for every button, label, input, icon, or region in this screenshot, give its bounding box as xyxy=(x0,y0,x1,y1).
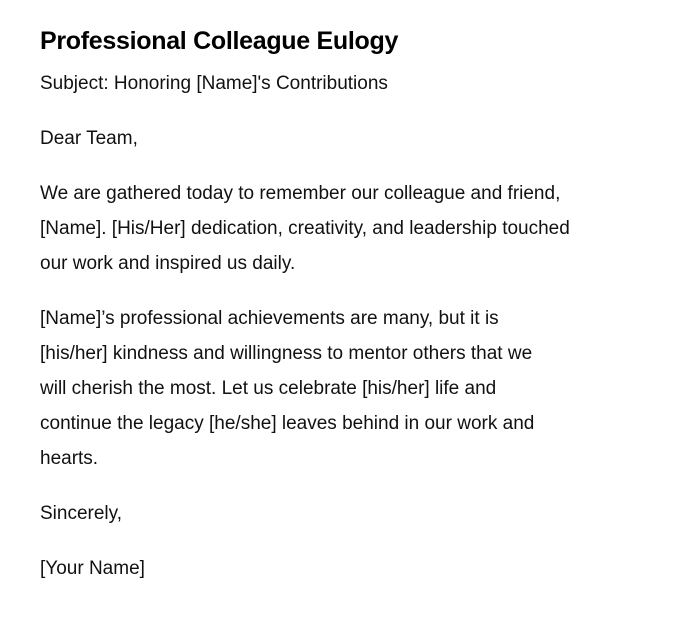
paragraph-achievements xyxy=(40,301,660,476)
text-line: hearts. xyxy=(40,448,99,469)
text-line: We are gathered today to remember our colleague and friend, xyxy=(40,183,561,204)
subject-line: Subject: Honoring [Name]'s Contributions xyxy=(40,73,388,94)
text-line: will cherish the most. Let us celebrate [his/her] life and xyxy=(40,378,497,399)
text-line: [Name]’s professional achievements are many, but it is xyxy=(40,308,499,329)
paragraph-remembrance xyxy=(40,176,660,281)
text-line: our work and inspired us daily. xyxy=(40,253,296,274)
greeting: Dear Team, xyxy=(40,128,138,149)
signature: [Your Name] xyxy=(40,558,145,579)
text-line: [Name]. [His/Her] dedication, creativity, and leadership touched xyxy=(40,218,570,239)
closing: Sincerely, xyxy=(40,503,123,524)
text-line: [his/her] kindness and willingness to mentor others that we xyxy=(40,343,533,364)
text-line: continue the legacy [he/she] leaves behind in our work and xyxy=(40,413,535,434)
eulogy-document xyxy=(40,24,660,606)
document-title: Professional Colleague Eulogy xyxy=(40,27,399,55)
